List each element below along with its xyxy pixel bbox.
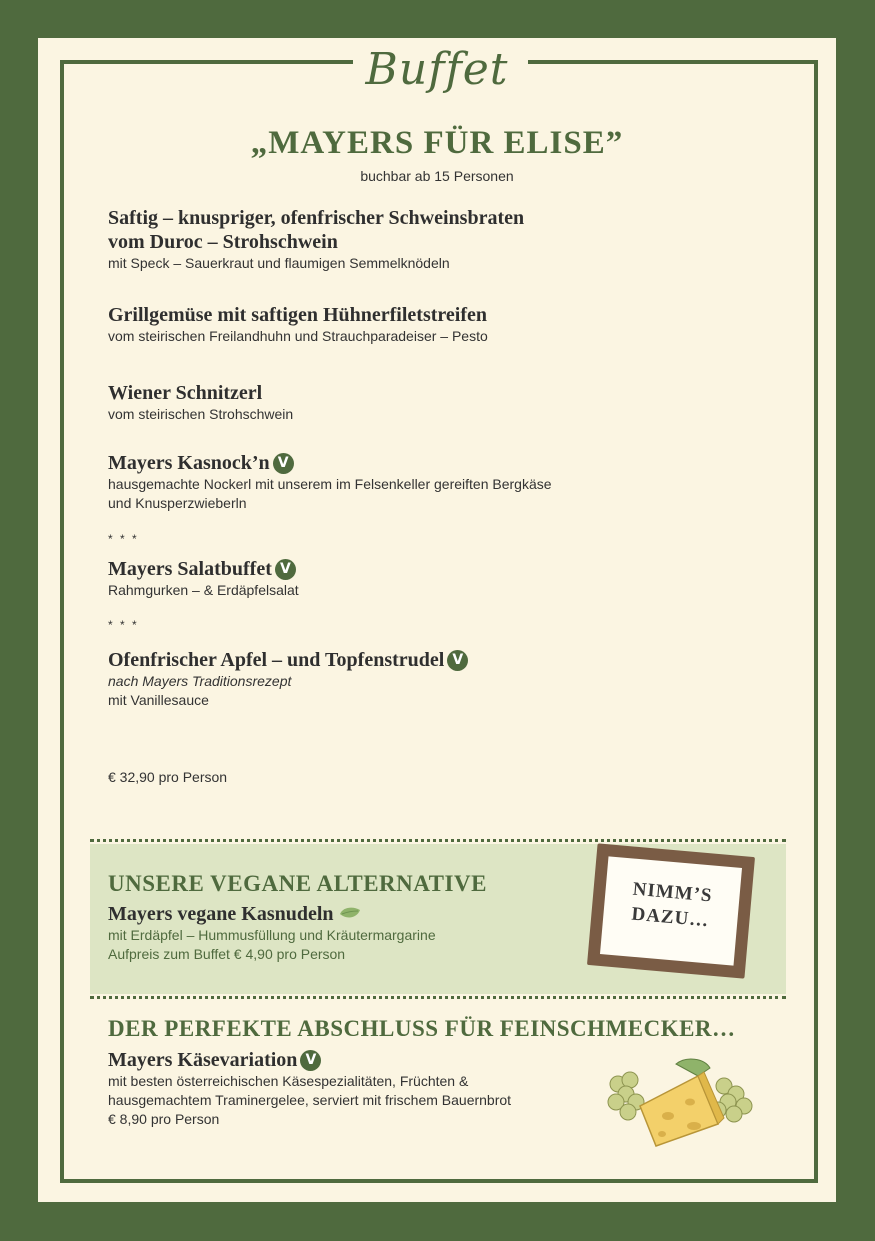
menu-page (38, 38, 836, 1202)
vegan-dish (108, 902, 568, 964)
cheese-grapes-illustration (606, 1054, 756, 1154)
dish-desc: nach Mayers Traditionsrezept (108, 673, 292, 689)
vegan-section (90, 844, 786, 994)
dish-name: vom Duroc – Strohschwein (108, 231, 338, 253)
dish-desc: mit Erdäpfel – Hummusfüllung und Kräutermargarine (108, 927, 436, 943)
leaf-icon (339, 906, 361, 920)
dish-salatbuffet (108, 557, 748, 600)
dish-desc: Aufpreis zum Buffet € 4,90 pro Person (108, 946, 346, 962)
cheese-price: € 8,90 pro Person (108, 1111, 220, 1127)
vegetarian-icon: V (300, 1050, 321, 1071)
dish-desc: vom steirischen Strohschwein (108, 406, 294, 422)
dish-name: Ofenfrischer Apfel – und Topfenstrudel (108, 649, 445, 671)
dotted-divider (90, 839, 786, 842)
dish-desc: mit Vanillesauce (108, 692, 209, 708)
dotted-divider (90, 996, 786, 999)
vegetarian-icon: V (275, 559, 296, 580)
dish-desc: mit Speck – Sauerkraut und flaumigen Semmelknödeln (108, 255, 450, 271)
vegetarian-icon: V (273, 453, 294, 474)
dish-name: Grillgemüse mit saftigen Hühnerfiletstreifen (108, 304, 488, 326)
buffet-price: € 32,90 pro Person (108, 769, 228, 785)
dish-name: Mayers Kasnock’n (108, 452, 270, 474)
chalk-sign (587, 843, 755, 978)
separator: * * * (108, 532, 139, 546)
dish-schweinsbraten (108, 206, 748, 273)
vegan-title: UNSERE VEGANE ALTERNATIVE (108, 871, 487, 896)
dish-grillgemuese (108, 303, 748, 346)
dish-name: Mayers Käsevariation (108, 1049, 298, 1071)
page-title: „MAYERS FÜR ELISE” (250, 125, 624, 161)
vegetarian-icon: V (447, 650, 468, 671)
cheese-dish (108, 1048, 588, 1129)
dish-strudel (108, 648, 748, 710)
separator: * * * (108, 618, 139, 632)
dish-name: Wiener Schnitzerl (108, 382, 263, 404)
dish-desc: hausgemachtem Traminergelee, serviert mit frischem Bauernbrot (108, 1092, 512, 1108)
dish-desc: und Knusperzwieberln (108, 495, 247, 511)
dish-schnitzerl (108, 381, 748, 424)
dish-name: Mayers vegane Kasnudeln (108, 903, 334, 925)
cheese-title: DER PERFEKTE ABSCHLUSS FÜR FEINSCHMECKER… (108, 1016, 736, 1041)
dish-desc: hausgemachte Nockerl mit unserem im Felsenkeller gereiften Bergkäse (108, 476, 552, 492)
dish-name: Saftig – knuspriger, ofenfrischer Schweinsbraten (108, 207, 525, 229)
dish-name: Mayers Salatbuffet (108, 558, 272, 580)
dish-desc: Rahmgurken – & Erdäpfelsalat (108, 582, 299, 598)
sign-line: DAZU… (630, 903, 711, 932)
dish-kasnockn (108, 451, 748, 513)
dish-desc: vom steirischen Freilandhuhn und Strauchparadeiser – Pesto (108, 328, 488, 344)
subtitle: buchbar ab 15 Personen (360, 168, 514, 184)
dish-desc: mit besten österreichischen Käsespezialitäten, Früchten & (108, 1073, 469, 1089)
sign-line: NIMM’S (631, 878, 714, 907)
script-title: Buffet (365, 44, 509, 95)
